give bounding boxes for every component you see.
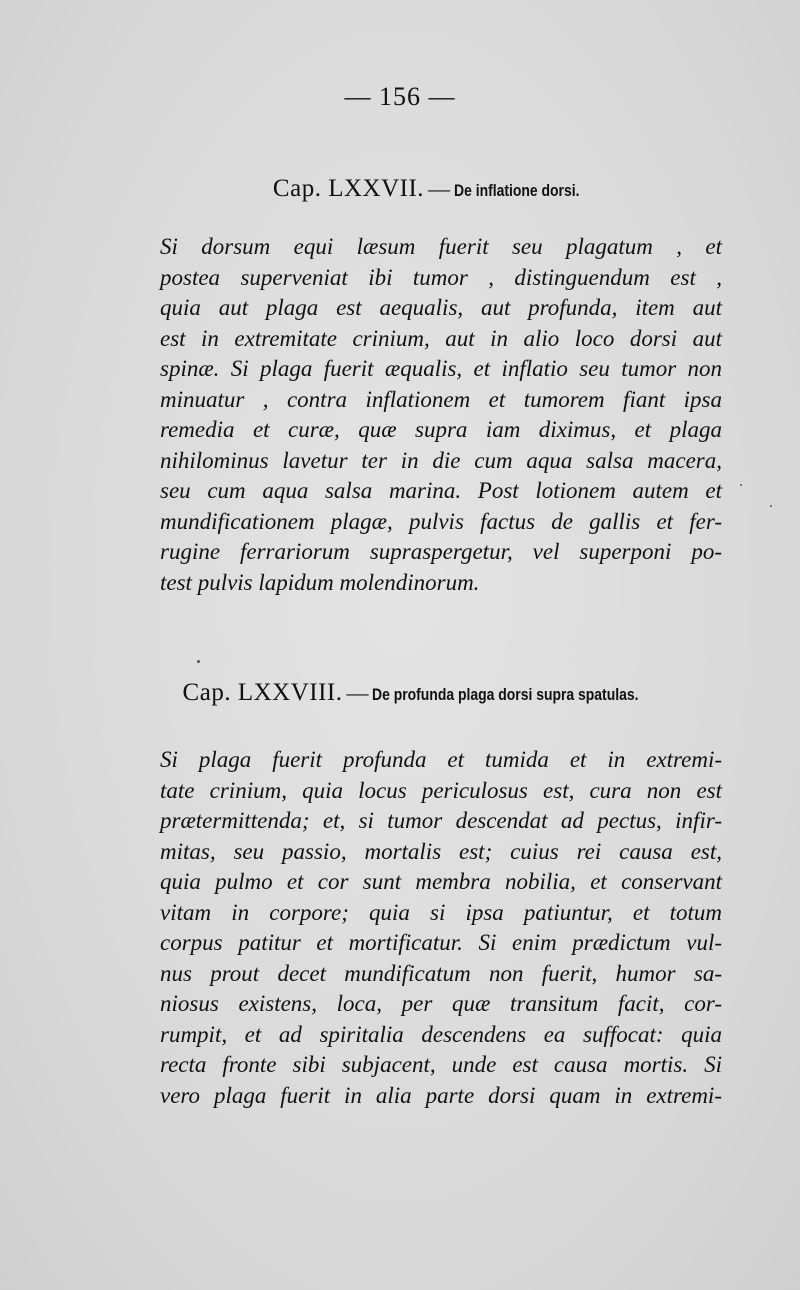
- text-line: spinæ. Si plaga fuerit æqualis, et inflatio seu tumor non: [160, 356, 722, 381]
- text-line: test pulvis lapidum molendinorum.: [160, 569, 480, 595]
- chapter-heading-78: [160, 679, 720, 707]
- paper-speck: [197, 660, 200, 663]
- text-line: prætermittenda; et, si tumor descendat ad pectus, infir-: [160, 808, 722, 833]
- text-line: vero plaga fuerit in alia parte dorsi quam in extremi-: [160, 1082, 722, 1108]
- text-line: rumpit, et ad spiritalia descendens ea suffocat: quia: [160, 1021, 722, 1047]
- paper-speck: [770, 505, 772, 507]
- text-line: quia pulmo et cor sunt membra nobilia, et conservant: [160, 869, 722, 894]
- page-number: — 156 —: [344, 82, 456, 111]
- text-line: remedia et curæ, quæ supra iam diximus, et plaga: [160, 417, 722, 442]
- text-line: est in extremitate crinium, aut in alio loco dorsi aut: [160, 325, 722, 351]
- text-line: minuatur , contra inflationem et tumorem fiant ipsa: [160, 386, 722, 412]
- text-line: recta fronte sibi subjacent, unde est causa mortis. Si: [160, 1052, 722, 1077]
- text-line: nus prout decet mundificatum non fuerit, humor sa-: [160, 960, 722, 986]
- chapter-77-text: [160, 232, 722, 598]
- text-line: mundificationem plagæ, pulvis factus de gallis et fer-: [160, 508, 722, 534]
- text-line: niosus existens, loca, per quæ transitum facit, cor-: [160, 991, 722, 1016]
- chapter-title: De profunda plaga dorsi supra spatulas.: [372, 685, 639, 704]
- text-line: Si plaga fuerit profunda et tumida et in extremi-: [160, 747, 722, 772]
- chapter-number: Cap. LXXVII.: [272, 175, 425, 202]
- text-line: Si dorsum equi læsum fuerit seu plagatum , et: [160, 234, 722, 259]
- chapter-title: De inflatione dorsi.: [454, 181, 580, 200]
- text-line: quia aut plaga est aequalis, aut profunda, item aut: [160, 295, 722, 320]
- chapter-78-text: [160, 745, 722, 1111]
- text-line: vitam in corpore; quia si ipsa patiuntur, et totum: [160, 899, 722, 925]
- chapter-heading-77: [160, 175, 720, 203]
- heading-dash: —: [428, 176, 451, 201]
- text-line: seu cum aqua salsa marina. Post lotionem autem et: [160, 478, 722, 503]
- chapter-number: Cap. LXXVIII.: [182, 679, 343, 706]
- paper-speck: [740, 484, 742, 486]
- text-line: tate crinium, quia locus periculosus est, cura non est: [160, 777, 722, 803]
- text-line: corpus patitur et mortificatur. Si enim prædictum vul-: [160, 930, 722, 955]
- text-line: rugine ferrariorum supraspergetur, vel superponi po-: [160, 539, 722, 564]
- text-line: nihilominus lavetur ter in die cum aqua salsa macera,: [160, 447, 722, 473]
- text-line: mitas, seu passio, mortalis est; cuius rei causa est,: [160, 838, 722, 864]
- text-line: postea superveniat ibi tumor , distinguendum est ,: [160, 264, 722, 290]
- heading-dash: —: [346, 680, 369, 705]
